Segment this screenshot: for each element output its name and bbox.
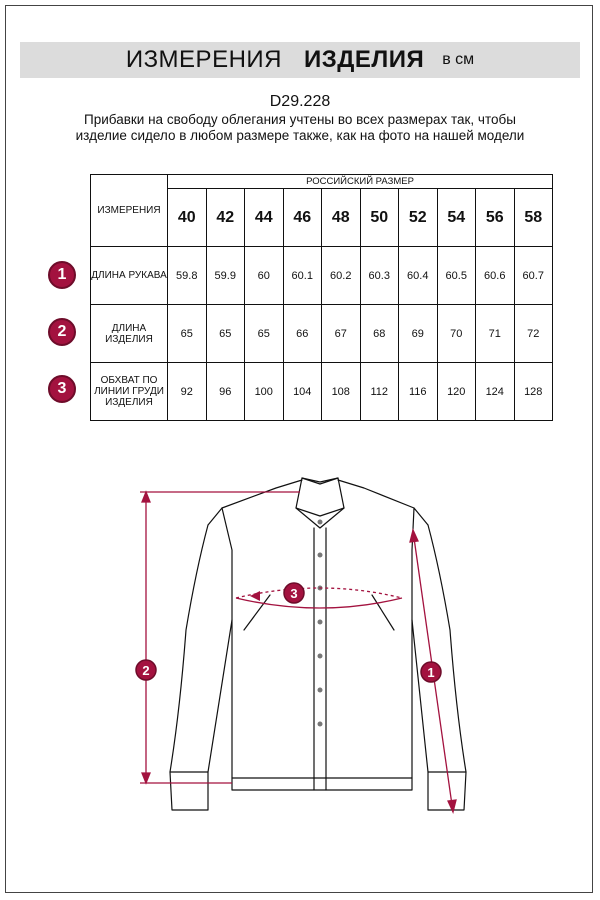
table-cell: 65 (206, 305, 245, 363)
size-table (90, 174, 553, 421)
svg-text:3: 3 (290, 586, 298, 601)
body-outline (222, 508, 414, 790)
table-cell: 112 (360, 363, 399, 421)
marker-badge-3: 3 (48, 375, 76, 403)
table-cell: 124 (476, 363, 515, 421)
button-icon (318, 654, 323, 659)
table-cell: 69 (399, 305, 438, 363)
chest-marker (284, 583, 304, 603)
table-cell: 59.9 (206, 247, 245, 305)
table-cell: 60.7 (514, 247, 553, 305)
size-header: 54 (437, 189, 476, 247)
placket (314, 528, 326, 790)
measurements-header: ИЗМЕРЕНИЯ (91, 175, 168, 247)
russian-size-header: РОССИЙСКИЙ РАЗМЕР (168, 175, 553, 189)
table-row (91, 363, 553, 421)
table-cell: 71 (476, 305, 515, 363)
button-icon (318, 520, 323, 525)
table-cell: 60.5 (437, 247, 476, 305)
table-cell: 72 (514, 305, 553, 363)
table-cell: 65 (245, 305, 284, 363)
title-word-2: ИЗДЕЛИЯ (304, 46, 425, 73)
table-cell: 60.2 (322, 247, 361, 305)
table-cell: 96 (206, 363, 245, 421)
row-label: ОБХВАТ ПО ЛИНИИ ГРУДИ ИЗДЕЛИЯ (91, 363, 168, 421)
row-label: ДЛИНА РУКАВА (91, 247, 168, 305)
table-cell: 116 (399, 363, 438, 421)
marker-badge-1: 1 (48, 261, 76, 289)
table-row (91, 247, 553, 305)
marker-badge-2: 2 (48, 318, 76, 346)
table-cell: 65 (168, 305, 207, 363)
button-icon (318, 553, 323, 558)
table-cell: 128 (514, 363, 553, 421)
row-label: ДЛИНА ИЗДЕЛИЯ (91, 305, 168, 363)
size-header: 52 (399, 189, 438, 247)
model-code: D29.228 (269, 93, 331, 110)
svg-text:1: 1 (427, 665, 435, 680)
table-cell: 104 (283, 363, 322, 421)
table-cell: 68 (360, 305, 399, 363)
table-cell: 92 (168, 363, 207, 421)
size-header: 44 (245, 189, 284, 247)
table-cell: 66 (283, 305, 322, 363)
chest-darts (244, 595, 394, 630)
table-row (91, 305, 553, 363)
size-header: 48 (322, 189, 361, 247)
sleeve-marker (421, 662, 441, 682)
length-marker (136, 660, 156, 680)
button-icon (318, 722, 323, 727)
table-cell: 120 (437, 363, 476, 421)
arrow-up-icon (410, 530, 418, 542)
table-cell: 59.8 (168, 247, 207, 305)
size-header: 42 (206, 189, 245, 247)
left-sleeve (170, 525, 232, 810)
table-cell: 60.3 (360, 247, 399, 305)
table-cell: 60 (245, 247, 284, 305)
table-cell: 70 (437, 305, 476, 363)
arrow-down-icon (142, 773, 150, 783)
fit-note: Прибавки на свободу облегания учтены во всех размерах так, чтобы изделие сидело в любом размере также, как на фото на нашей модели (75, 112, 525, 143)
svg-text:2: 2 (142, 663, 150, 678)
right-shoulder (338, 480, 428, 525)
size-header: 46 (283, 189, 322, 247)
size-header: 58 (514, 189, 553, 247)
button-icon (318, 688, 323, 693)
button-icon (318, 620, 323, 625)
left-shoulder (208, 480, 302, 525)
shirt-diagram (0, 470, 600, 820)
arrow-up-icon (142, 492, 150, 502)
title-word-1: ИЗМЕРЕНИЯ (125, 46, 282, 73)
table-cell: 67 (322, 305, 361, 363)
title-bar (20, 42, 580, 78)
size-header: 40 (168, 189, 207, 247)
table-cell: 108 (322, 363, 361, 421)
size-header: 56 (476, 189, 515, 247)
title-unit: в см (442, 51, 475, 68)
table-cell: 60.1 (283, 247, 322, 305)
collar-fold (296, 508, 344, 516)
size-header: 50 (360, 189, 399, 247)
table-cell: 60.4 (399, 247, 438, 305)
table-cell: 100 (245, 363, 284, 421)
arrow-left-icon (250, 591, 260, 601)
table-cell: 60.6 (476, 247, 515, 305)
